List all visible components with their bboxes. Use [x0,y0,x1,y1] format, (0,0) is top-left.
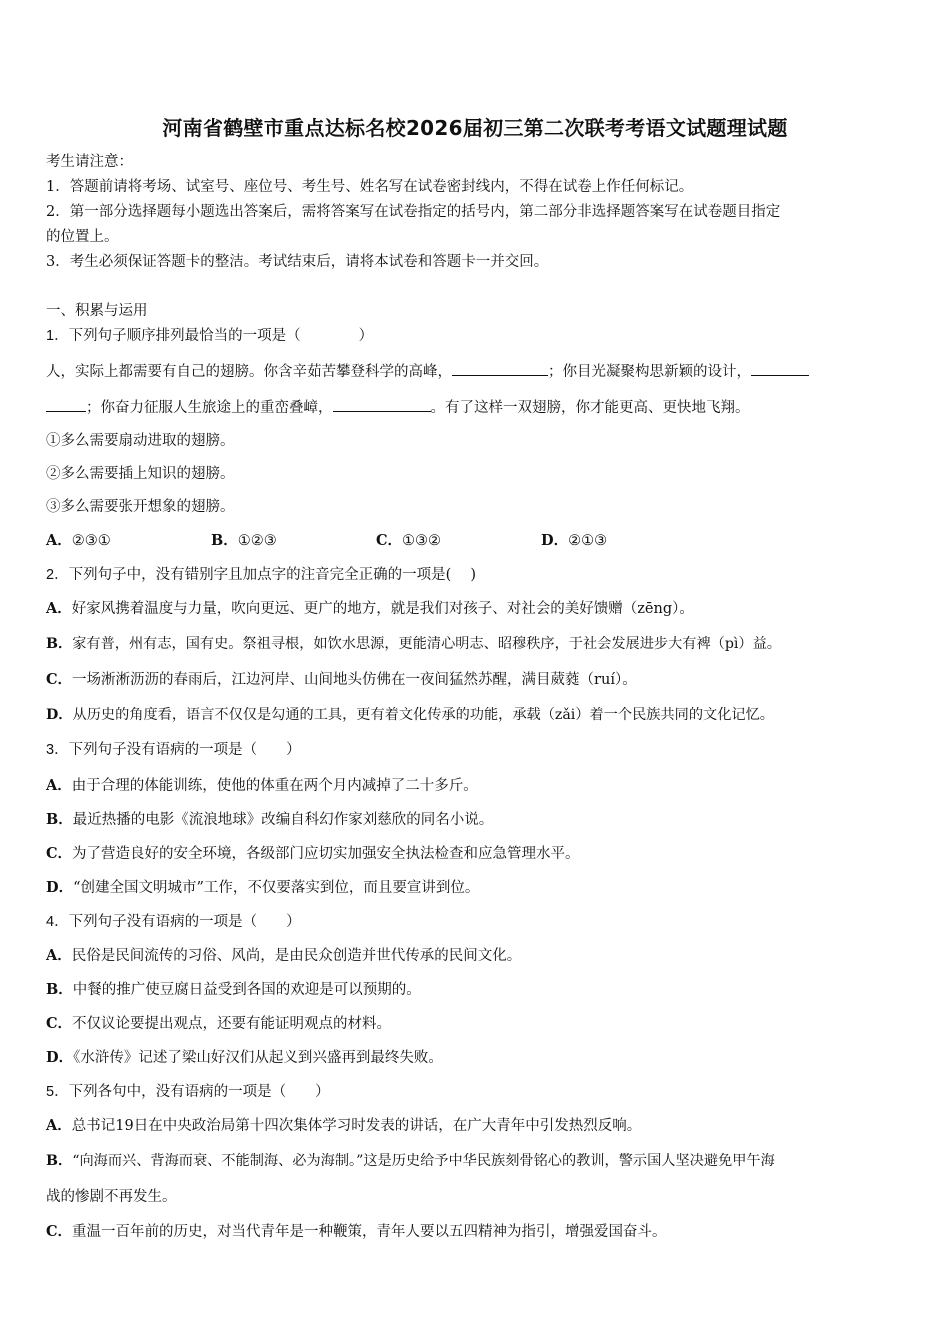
question-text: 下列句子没有语病的一项是（ ） [68,914,301,930]
question-4-stem [46,912,301,932]
passage-item: ③多么需要张开想象的翅膀。 [46,499,235,515]
page-title: 河南省鹤壁市重点达标名校2026届初三第二次联考考语文试题理试题 [162,116,788,140]
passage-text: ；你奋力征服人生旅途上的重峦叠嶂， [86,400,333,416]
question-number: 3． [46,742,69,758]
option-a[interactable]: A．好家风携着温度与力量，吹向更远、更广的地方，就是我们对孩子、对社会的美好馈赠（zēng）。 [46,600,694,617]
option-b[interactable]: B．中餐的推广使豆腐日益受到各国的欢迎是可以预期的。 [46,981,421,998]
option-b[interactable]: B．家有普，州有志，国有史。祭祖寻根，如饮水思源，更能清心明志、昭穆秩序，于社会发展进步大有裨（pì）益。 [46,636,781,652]
option-b[interactable]: B．“向海而兴、背海而衰、不能制海、必为海制。”这是历史给予中华民族刻骨铭心的教训，警示国人坚决避免甲午海 [46,1153,775,1169]
question-number: 1． [46,328,69,344]
answer-blank[interactable] [46,397,86,412]
answer-blank[interactable] [452,361,548,376]
question-1-passage-line [46,361,809,382]
notice-item: 3．考生必须保证答题卡的整洁。考试结束后，请将本试卷和答题卡一并交回。 [46,254,549,270]
option-c[interactable]: C．重温一百年前的历史，对当代青年是一种鞭策，青年人要以五四精神为指引，增强爱国奋斗。 [46,1223,667,1240]
question-text: 下列句子没有语病的一项是（ ） [68,742,301,758]
question-1-passage-line [46,397,750,418]
notice-item: 1．答题前请将考场、试室号、座位号、考生号、姓名写在试卷密封线内，不得在试卷上作任何标记。 [46,179,694,195]
option-b[interactable]: B．最近热播的电影《流浪地球》改编自科幻作家刘慈欣的同名小说。 [46,811,494,828]
notice-item: 的位置上。 [46,229,119,245]
option-c[interactable]: C．为了营造良好的安全环境，各级部门应切实加强安全执法检查和应急管理水平。 [46,845,580,862]
question-number: 2． [46,567,69,583]
option-c[interactable]: C．①③② [376,532,442,549]
question-number: 4． [46,914,69,930]
passage-text: 。有了这样一双翅膀，你才能更高、更快地飞翔。 [430,400,750,416]
option-d[interactable]: D．从历史的角度看，语言不仅仅是勾通的工具，更有着文化传承的功能，承载（zǎi）着一个民族共同的文化记忆。 [46,707,774,723]
notice-item: 2．第一部分选择题每小题选出答案后，需将答案写在试卷指定的括号内，第二部分非选择题答案写在试卷题目指定 [46,204,781,220]
option-d[interactable]: D．《水浒传》记述了梁山好汉们从起义到兴盛再到最终失败。 [46,1049,443,1066]
question-1-options [46,531,607,551]
option-c[interactable]: C．一场淅淅沥沥的春雨后，江边河岸、山间地头仿佛在一夜间猛然苏醒，满目葳蕤（ruí）。 [46,671,637,688]
answer-blank[interactable] [333,397,431,412]
notice-heading: 考生请注意： [46,154,133,170]
question-text: 下列句子中，没有错别字且加点字的注音完全正确的一项是( ) [68,567,476,583]
passage-item: ①多么需要扇动进取的翅膀。 [46,433,235,449]
question-number: 5． [46,1084,69,1100]
question-text: 下列各句中，没有语病的一项是（ ） [68,1084,330,1100]
question-5-stem [46,1082,330,1102]
option-a[interactable]: A．总书记19日在中央政治局第十四次集体学习时发表的讲话，在广大青年中引发热烈反响。 [46,1117,642,1134]
option-d[interactable]: D．“创建全国文明城市”工作，不仅要落实到位，而且要宣讲到位。 [46,879,480,896]
section-heading: 一、积累与运用 [46,303,148,319]
option-a[interactable]: A．由于合理的体能训练，使他的体重在两个月内减掉了二十多斤。 [46,777,478,794]
option-c[interactable]: C．不仅议论要提出观点，还要有能证明观点的材料。 [46,1015,392,1032]
answer-blank[interactable] [751,361,809,376]
option-b[interactable]: B．①②③ [211,532,277,549]
option-a[interactable]: A．②③① [46,532,111,549]
option-a[interactable]: A．民俗是民间流传的习俗、风尚，是由民众创造并世代传承的民间文化。 [46,947,522,964]
question-3-stem [46,740,301,760]
option-b-continued: 战的惨剧不再发生。 [46,1189,177,1205]
option-d[interactable]: D．②①③ [541,532,608,549]
question-1-stem [46,326,373,346]
question-text: 下列句子顺序排列最恰当的一项是（ ） [68,328,374,344]
passage-text: ；你目光凝聚构思新颖的设计， [548,364,751,380]
question-2-stem [46,565,476,585]
passage-text: 人，实际上都需要有自己的翅膀。你含辛茹苦攀登科学的高峰， [46,364,452,380]
passage-item: ②多么需要插上知识的翅膀。 [46,466,235,482]
